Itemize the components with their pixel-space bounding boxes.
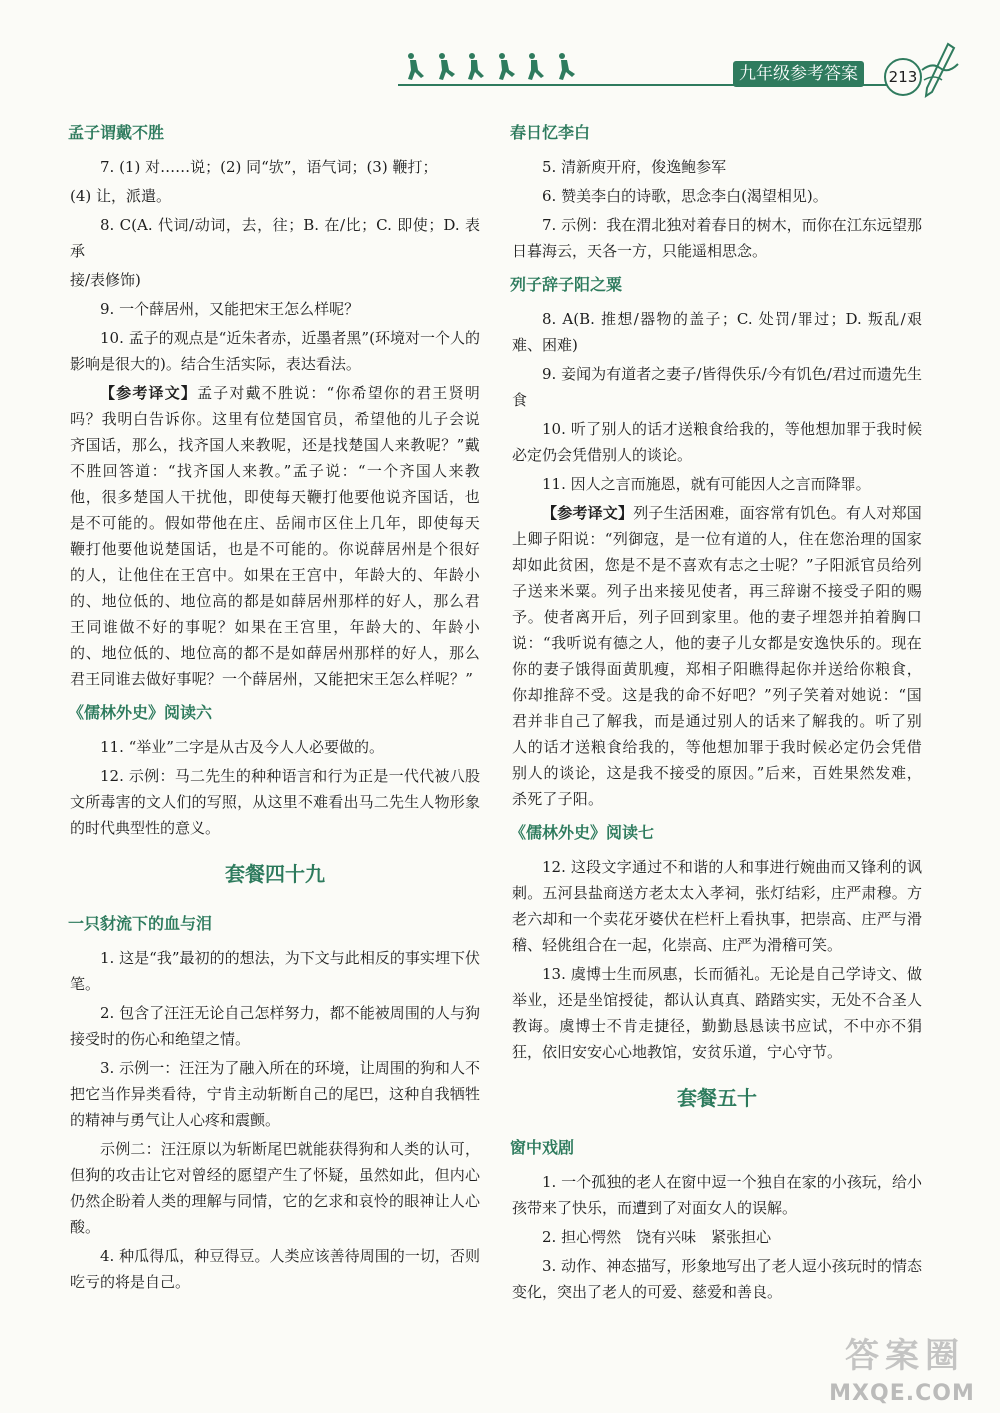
section-title: 列子辞子阳之粟 xyxy=(510,275,623,294)
answer-paragraph: 8. A(B. 推想/器物的盖子；C. 处罚/罪过；D. 叛乱/艰难、困难) xyxy=(512,310,922,354)
answer-paragraph: 2. 担心愕然 饶有兴味 紧张担心 xyxy=(542,1228,772,1246)
watermark xyxy=(812,1328,992,1406)
answer-paragraph: 3. 示例一：汪汪为了融入所在的环境，让周围的狗和人不把它当作异类看待，宁肯主动斩断自己的尾巴，这种自我牺牲的精神与勇气让人心疼和震颤。 xyxy=(70,1059,480,1129)
set-title: 套餐四十九 xyxy=(225,862,325,886)
translation-tag: 【参考译文】 xyxy=(100,384,198,402)
answer-paragraph: 1. 一个孤独的老人在窗中逗一个独自在家的小孩玩，给小孩带来了快乐，而遭到了对面女人的误解。 xyxy=(512,1173,922,1217)
translation-text: 列子生活困难，面容常有饥色。有人对郑国上卿子阳说：“列御寇，是一位有道的人，住在您治理的国家却如此贫困，您是不是不喜欢有志之士呢？”子阳派官员给列子送来米粟。列子出来接见使者，再三辞谢不接受子阳的赐予。使者离开后，列子回到家里。他的妻子埋怨并拍着胸口说：“我听说有德之人，他的妻子儿女都是安逸快乐的。现在你的妻子饿得面黄肌瘦，郑相子阳瞧得起你并送给你粮食，你却推辞不受。这是我的命不好吧？”列子笑着对她说：“国君并非自己了解我，而是通过别人的话来了解我的。听了别人的话才送粮食给我的，等他想加罪于我时候必定仍会凭借别人的谈论，这是我不接受的原因。”后来，百姓果然发难，杀死了子阳。 xyxy=(512,504,923,808)
right-column xyxy=(512,112,922,1308)
section-title: 窗中戏剧 xyxy=(510,1138,575,1157)
answer-paragraph: 4. 种瓜得瓜，种豆得豆。人类应该善待周围的一切，否则吃亏的将是自己。 xyxy=(70,1247,480,1291)
runners-decoration-icon xyxy=(400,48,600,88)
answer-paragraph: 9. 一个薛居州，又能把宋王怎么样呢？ xyxy=(100,300,360,318)
reference-translation xyxy=(512,500,922,812)
left-column xyxy=(70,112,480,1298)
pen-icon xyxy=(918,40,962,102)
answer-paragraph: 10. 听了别人的话才送粮食给我的，等他想加罪于我时候必定仍会凭借别人的谈论。 xyxy=(512,420,922,464)
reference-translation xyxy=(70,380,480,692)
answer-paragraph: 9. 妾闻为有道者之妻子/皆得佚乐/今有饥色/君过而遗先生食 xyxy=(512,365,922,409)
answer-paragraph: 13. 虞博士生而夙惠，长而循礼。无论是自己学诗文、做举业，还是坐馆授徒，都认认真真、踏踏实实，无处不合圣人教诲。虞博士不肯走捷径，勤勤恳恳读书应试，不中亦不狷狂，依旧安安心心地教馆，安贫乐道，宁心守节。 xyxy=(512,965,922,1061)
set-title: 套餐五十 xyxy=(677,1086,757,1110)
answer-paragraph: (4) 让，派遣。 xyxy=(70,187,172,205)
answer-paragraph: 6. 赞美李白的诗歌，思念李白(渴望相见)。 xyxy=(542,187,828,205)
answer-paragraph: 12. 这段文字通过不和谐的人和事进行婉曲而又锋利的讽刺。五河县盐商送方老太太入孝祠，张灯结彩，庄严肃穆。方老六却和一个卖花牙婆伏在栏杆上看执事，把崇高、庄严与滑稽、轻佻组合在一起，化崇高、庄严为滑稽可笑。 xyxy=(512,858,922,954)
header-label: 九年级参考答案 xyxy=(733,61,864,87)
answer-paragraph: 12. 示例：马二先生的种种语言和行为正是一代代被八股文所毒害的文人们的写照，从这里不难看出马二先生人物形象的时代典型性的意义。 xyxy=(70,767,480,837)
answer-paragraph: 接/表修饰) xyxy=(70,271,141,289)
answer-paragraph: 11. 因人之言而施恩，就有可能因人之言而降罪。 xyxy=(542,475,871,493)
answer-paragraph: 1. 这是“我”最初的的想法，为下文与此相反的事实埋下伏笔。 xyxy=(70,949,480,993)
answer-paragraph: 7. 示例：我在渭北独对着春日的树木，而你在江东远望那日暮海云，天各一方，只能遥相思念。 xyxy=(512,216,922,260)
watermark-logo: 答案圈 xyxy=(845,1336,965,1376)
section-title: 春日忆李白 xyxy=(510,123,591,142)
answer-paragraph: 8. C(A. 代词/动词，去，往；B. 在/比；C. 即使；D. 表承 xyxy=(70,216,480,260)
section-title: 孟子谓戴不胜 xyxy=(68,123,165,142)
page-number: 213 xyxy=(884,58,922,96)
page-header xyxy=(0,0,1000,110)
translation-text: 孟子对戴不胜说：“你希望你的君王贤明吗？我明白告诉你。这里有位楚国官员，希望他的儿子会说齐国话，那么，找齐国人来教呢，还是找楚国人来教呢？”戴不胜回答道：“找齐国人来教。”孟子说：“一个齐国人来教他，很多楚国人干扰他，即使每天鞭打他要他说齐国话，也是不可能的。假如带他在庄、岳闹市区住上几年，即使每天鞭打他要他说楚国话，也是不可能的。你说薛居州是个很好的人，让他住在王宫中。如果在王宫中，年龄大的、年龄小的、地位低的、地位高的都是如薛居州那样的好人，那么君王同谁做不好的事呢？如果在王宫里，年龄大的、年龄小的、地位低的、地位高的都不是如薛居州那样的好人，那么君王同谁去做好事呢？一个薛居州，又能把宋王怎么样呢？” xyxy=(70,384,480,688)
answer-paragraph: 10. 孟子的观点是“近朱者赤，近墨者黑”(环境对一个人的影响是很大的)。结合生活实际，表达看法。 xyxy=(70,329,480,373)
translation-tag: 【参考译文】 xyxy=(542,504,634,522)
section-title: 《儒林外史》阅读六 xyxy=(68,703,213,722)
watermark-url: MXQE.COM xyxy=(829,1381,975,1406)
answer-paragraph: 11. “举业”二字是从古及今人人必要做的。 xyxy=(100,738,384,756)
answer-paragraph: 2. 包含了汪汪无论自己怎样努力，都不能被周围的人与狗接受时的伤心和绝望之情。 xyxy=(70,1004,480,1048)
answer-paragraph: 7. (1) 对……说；(2) 同“欤”，语气词；(3) 鞭打； xyxy=(100,158,438,176)
answer-paragraph: 3. 动作、神态描写，形象地写出了老人逗小孩玩时的情态变化，突出了老人的可爱、慈爱和善良。 xyxy=(512,1257,922,1301)
section-title: 《儒林外史》阅读七 xyxy=(510,823,655,842)
section-title: 一只豺流下的血与泪 xyxy=(68,914,213,933)
answer-paragraph: 5. 清新庾开府，俊逸鲍参军 xyxy=(542,158,727,176)
answer-paragraph: 示例二：汪汪原以为斩断尾巴就能获得狗和人类的认可，但狗的攻击让它对曾经的愿望产生了怀疑，虽然如此，但内心仍然企盼着人类的理解与同情，它的乞求和哀怜的眼神让人心酸。 xyxy=(70,1140,480,1236)
